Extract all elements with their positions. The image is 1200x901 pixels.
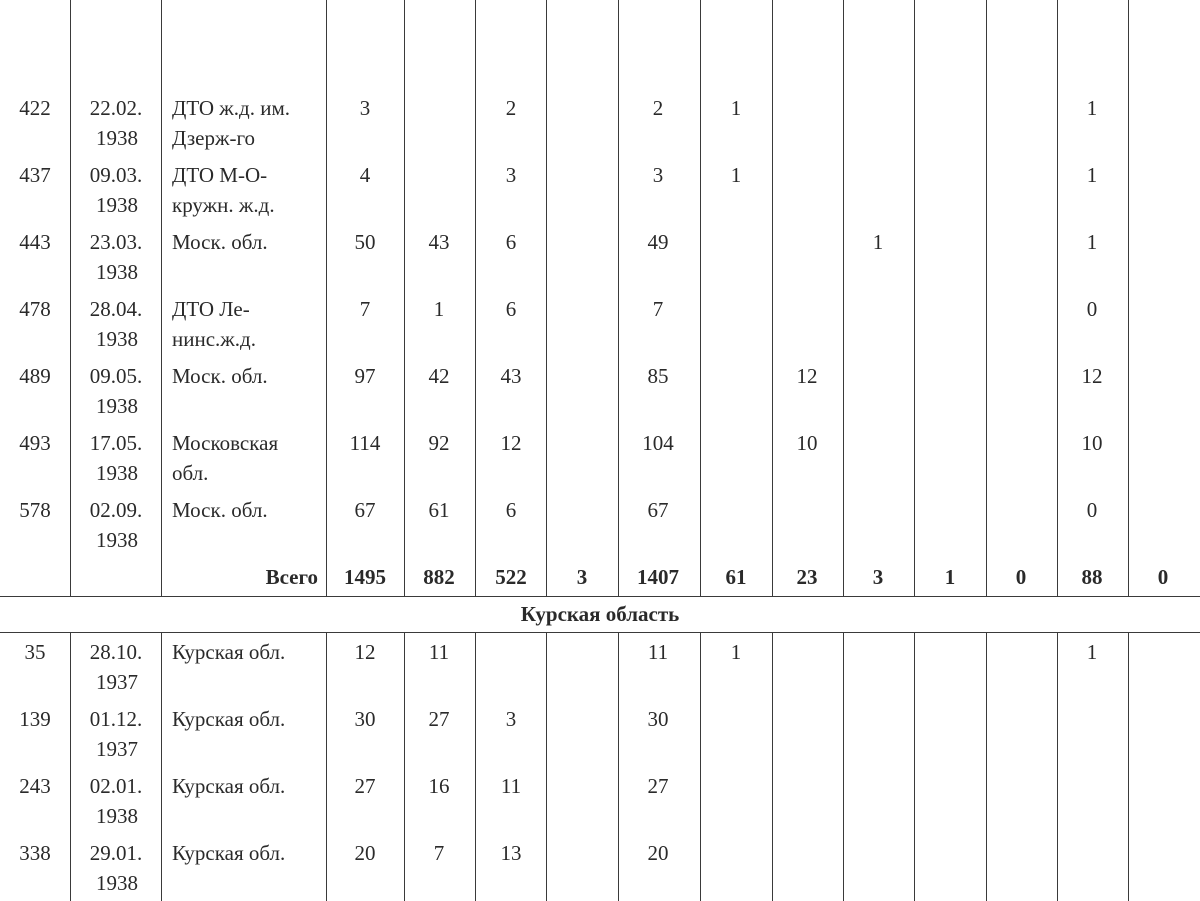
organization-line1: Курская обл.	[172, 640, 286, 664]
value-cell: 1	[730, 163, 742, 187]
record-date-line1: 28.10.	[89, 640, 143, 664]
organization-line2: обл.	[172, 461, 209, 485]
column-rule	[843, 633, 844, 901]
total-value: 88	[1081, 565, 1103, 589]
column-rule	[986, 633, 987, 901]
value-cell: 11	[500, 774, 522, 798]
value-cell: 67	[647, 498, 669, 522]
organization-line2: кружн. ж.д.	[172, 193, 275, 217]
record-date-line1: 22.02.	[89, 96, 143, 120]
record-number: 243	[19, 774, 51, 798]
organization-line1: Курская обл.	[172, 774, 286, 798]
record-date-line1: 28.04.	[89, 297, 143, 321]
value-cell: 7	[652, 297, 664, 321]
record-date-line1: 09.03.	[89, 163, 143, 187]
record-number: 493	[19, 431, 51, 455]
column-rule	[843, 0, 844, 596]
record-number: 478	[19, 297, 51, 321]
record-date-line2: 1938	[96, 871, 138, 895]
record-date-line2: 1938	[96, 804, 138, 828]
record-date-line1: 02.09.	[89, 498, 143, 522]
record-date-line1: 17.05.	[89, 431, 143, 455]
value-cell: 30	[354, 707, 376, 731]
value-cell: 3	[505, 163, 517, 187]
row-rule	[0, 596, 1200, 597]
value-cell: 61	[428, 498, 450, 522]
column-rule	[546, 0, 547, 596]
column-rule	[914, 633, 915, 901]
organization-line2: нинс.ж.д.	[172, 327, 256, 351]
value-cell: 42	[428, 364, 450, 388]
total-value: 3	[576, 565, 588, 589]
record-number: 422	[19, 96, 51, 120]
record-number: 437	[19, 163, 51, 187]
record-number: 139	[19, 707, 51, 731]
value-cell: 1	[1086, 96, 1098, 120]
column-rule	[326, 633, 327, 901]
organization-line1: Курская обл.	[172, 841, 286, 865]
record-number: 338	[19, 841, 51, 865]
column-rule	[161, 0, 162, 596]
value-cell: 3	[359, 96, 371, 120]
value-cell: 11	[428, 640, 450, 664]
column-rule	[914, 0, 915, 596]
record-date-line1: 01.12.	[89, 707, 143, 731]
record-date-line2: 1938	[96, 193, 138, 217]
record-date-line1: 29.01.	[89, 841, 143, 865]
value-cell: 20	[354, 841, 376, 865]
column-rule	[326, 0, 327, 596]
record-date-line2: 1937	[96, 670, 138, 694]
record-date-line1: 02.01.	[89, 774, 143, 798]
value-cell: 6	[505, 498, 517, 522]
record-date-line2: 1938	[96, 528, 138, 552]
value-cell: 11	[647, 640, 669, 664]
total-value: 3	[872, 565, 884, 589]
value-cell: 104	[642, 431, 674, 455]
column-rule	[475, 633, 476, 901]
organization-line1: ДТО ж.д. им.	[172, 96, 291, 120]
value-cell: 27	[428, 707, 450, 731]
total-value: 1	[944, 565, 956, 589]
value-cell: 12	[500, 431, 522, 455]
section-title: Курская область	[520, 602, 680, 626]
value-cell: 7	[433, 841, 445, 865]
column-rule	[1128, 633, 1129, 901]
organization-line1: Курская обл.	[172, 707, 286, 731]
total-value: 0	[1015, 565, 1027, 589]
value-cell: 27	[647, 774, 669, 798]
value-cell: 92	[428, 431, 450, 455]
value-cell: 10	[1081, 431, 1103, 455]
column-rule	[70, 0, 71, 596]
value-cell: 10	[796, 431, 818, 455]
column-rule	[475, 0, 476, 596]
column-rule	[772, 0, 773, 596]
value-cell: 1	[1086, 163, 1098, 187]
organization-line1: ДТО М-О-	[172, 163, 268, 187]
value-cell: 2	[652, 96, 664, 120]
value-cell: 0	[1086, 297, 1098, 321]
value-cell: 85	[647, 364, 669, 388]
value-cell: 12	[1081, 364, 1103, 388]
value-cell: 1	[1086, 230, 1098, 254]
organization-line2: Дзерж-го	[172, 126, 256, 150]
column-rule	[618, 633, 619, 901]
value-cell: 114	[349, 431, 381, 455]
column-rule	[700, 0, 701, 596]
organization-line1: ДТО Ле-	[172, 297, 250, 321]
record-date-line1: 23.03.	[89, 230, 143, 254]
record-number: 443	[19, 230, 51, 254]
value-cell: 3	[505, 707, 517, 731]
total-value: 23	[796, 565, 818, 589]
value-cell: 6	[505, 230, 517, 254]
value-cell: 97	[354, 364, 376, 388]
organization-line1: Московская	[172, 431, 279, 455]
column-rule	[700, 633, 701, 901]
column-rule	[1057, 633, 1058, 901]
value-cell: 12	[796, 364, 818, 388]
organization-line1: Моск. обл.	[172, 364, 268, 388]
value-cell: 49	[647, 230, 669, 254]
value-cell: 7	[359, 297, 371, 321]
row-rule	[0, 632, 1200, 633]
value-cell: 20	[647, 841, 669, 865]
record-date-line2: 1937	[96, 737, 138, 761]
value-cell: 2	[505, 96, 517, 120]
value-cell: 50	[354, 230, 376, 254]
total-value: 1495	[344, 565, 386, 589]
column-rule	[546, 633, 547, 901]
value-cell: 1	[872, 230, 884, 254]
value-cell: 30	[647, 707, 669, 731]
value-cell: 1	[433, 297, 445, 321]
organization-line1: Моск. обл.	[172, 230, 268, 254]
total-value: 0	[1157, 565, 1169, 589]
value-cell: 4	[359, 163, 371, 187]
record-date-line2: 1938	[96, 394, 138, 418]
column-rule	[1128, 0, 1129, 596]
column-rule	[772, 633, 773, 901]
value-cell: 13	[500, 841, 522, 865]
value-cell: 6	[505, 297, 517, 321]
total-value: 61	[725, 565, 747, 589]
column-rule	[618, 0, 619, 596]
record-date-line1: 09.05.	[89, 364, 143, 388]
total-value: 1407	[637, 565, 679, 589]
value-cell: 27	[354, 774, 376, 798]
value-cell: 3	[652, 163, 664, 187]
value-cell: 43	[500, 364, 522, 388]
total-label: Всего	[265, 565, 318, 589]
column-rule	[986, 0, 987, 596]
value-cell: 12	[354, 640, 376, 664]
record-number: 578	[19, 498, 51, 522]
record-date-line2: 1938	[96, 327, 138, 351]
organization-line1: Моск. обл.	[172, 498, 268, 522]
value-cell: 1	[730, 640, 742, 664]
record-date-line2: 1938	[96, 461, 138, 485]
total-value: 522	[495, 565, 527, 589]
value-cell: 0	[1086, 498, 1098, 522]
column-rule	[161, 633, 162, 901]
total-value: 882	[423, 565, 455, 589]
value-cell: 67	[354, 498, 376, 522]
record-date-line2: 1938	[96, 126, 138, 150]
record-date-line2: 1938	[96, 260, 138, 284]
record-number: 489	[19, 364, 51, 388]
value-cell: 1	[1086, 640, 1098, 664]
record-number: 35	[24, 640, 46, 664]
value-cell: 1	[730, 96, 742, 120]
value-cell: 16	[428, 774, 450, 798]
column-rule	[70, 633, 71, 901]
value-cell: 43	[428, 230, 450, 254]
